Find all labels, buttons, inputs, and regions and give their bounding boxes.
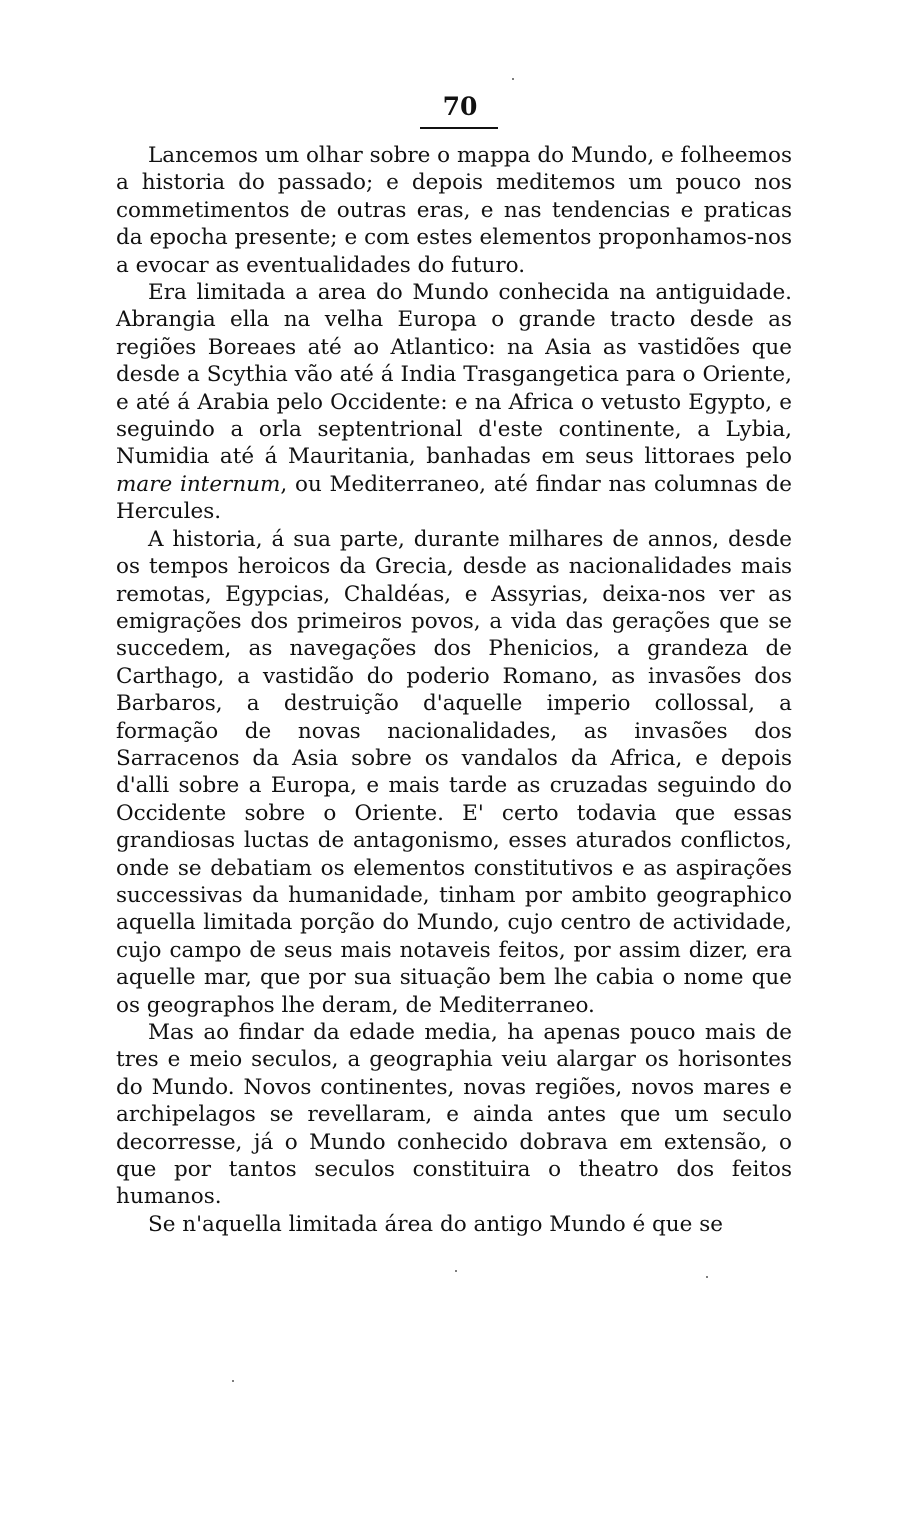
page-number-rule	[420, 127, 498, 129]
paragraph-continuation: Se n'aquella limitada área do antigo Mundo é que se	[148, 1211, 723, 1237]
page-number: 70	[442, 92, 478, 121]
paragraph-area-antiguidade	[116, 279, 792, 526]
paper-speck	[455, 1270, 457, 1272]
paper-speck	[706, 1276, 708, 1278]
paper-speck	[232, 1380, 234, 1382]
paragraph-text-before: Era limitada a area do Mundo conhecida na antiguidade. Abrangia ella na velha Europa o grande tracto desde as regiões Boreaes até ao Atlantico: na Asia as vastidões que desde a Scythia vão até á India Trasgangetica para o Oriente, e até á Arabia pelo Occidente: e na Africa o vetusto Egypto, e seguindo a orla septentrional d'este continente, a Lybia, Numidia até á Mauritania, banhadas em seus littoraes pelo	[116, 280, 792, 470]
body-text	[116, 142, 792, 1238]
paragraph-edade-media: Mas ao findar da edade media, ha apenas pouco mais de tres e meio seculos, a geographia veiu alargar os horisontes do Mundo. Novos continentes, novas regiões, novos mares e archipelagos se revellaram, e ainda antes que um seculo decorresse, já o Mundo conhecido dobrava em extensão, o que por tantos seculos constituira o theatro dos feitos humanos.	[116, 1020, 792, 1210]
italic-latin-phrase: mare internum	[116, 471, 281, 497]
paragraph-text-after: , ou Mediterraneo, até findar nas columnas de Hercules.	[116, 471, 792, 525]
paragraph-historia: A historia, á sua parte, durante milhares de annos, desde os tempos heroicos da Grecia, desde as nacionalidades mais remotas, Egypcias, Chaldéas, e Assyrias, deixa-nos ver as emigrações dos primeiros povos, a vida das gerações que se succedem, as navegações dos Phenicios, a grandeza de Carthago, a vastidão do poderio Romano, as invasões dos Barbaros, a destruição d'aquelle imperio collossal, a formação de novas nacionalidades, as invasões dos Sarracenos da Asia sobre os vandalos da Africa, e depois d'alli sobre a Europa, e mais tarde as cruzadas seguindo do Occidente sobre o Oriente. E' certo todavia que essas grandiosas luctas de antagonismo, esses aturados conflictos, onde se debatiam os elementos constitutivos e as aspirações successivas da humanidade, tinham por ambito geographico aquella limitada porção do Mundo, cujo centro de actividade, cujo campo de seus mais notaveis feitos, por assim dizer, era aquelle mar, que por sua situação bem lhe cabia o nome que os geographos lhe deram, de Mediterraneo.	[116, 526, 792, 1018]
paragraph-mappa-do-mundo: Lancemos um olhar sobre o mappa do Mundo, e folheemos a historia do passado; e depois meditemos um pouco nos commetimentos de outras eras, e nas tendencias e praticas da epocha presente; e com estes elementos proponhamos-nos a evocar as eventualidades do futuro.	[116, 143, 792, 278]
paper-speck	[512, 78, 514, 80]
